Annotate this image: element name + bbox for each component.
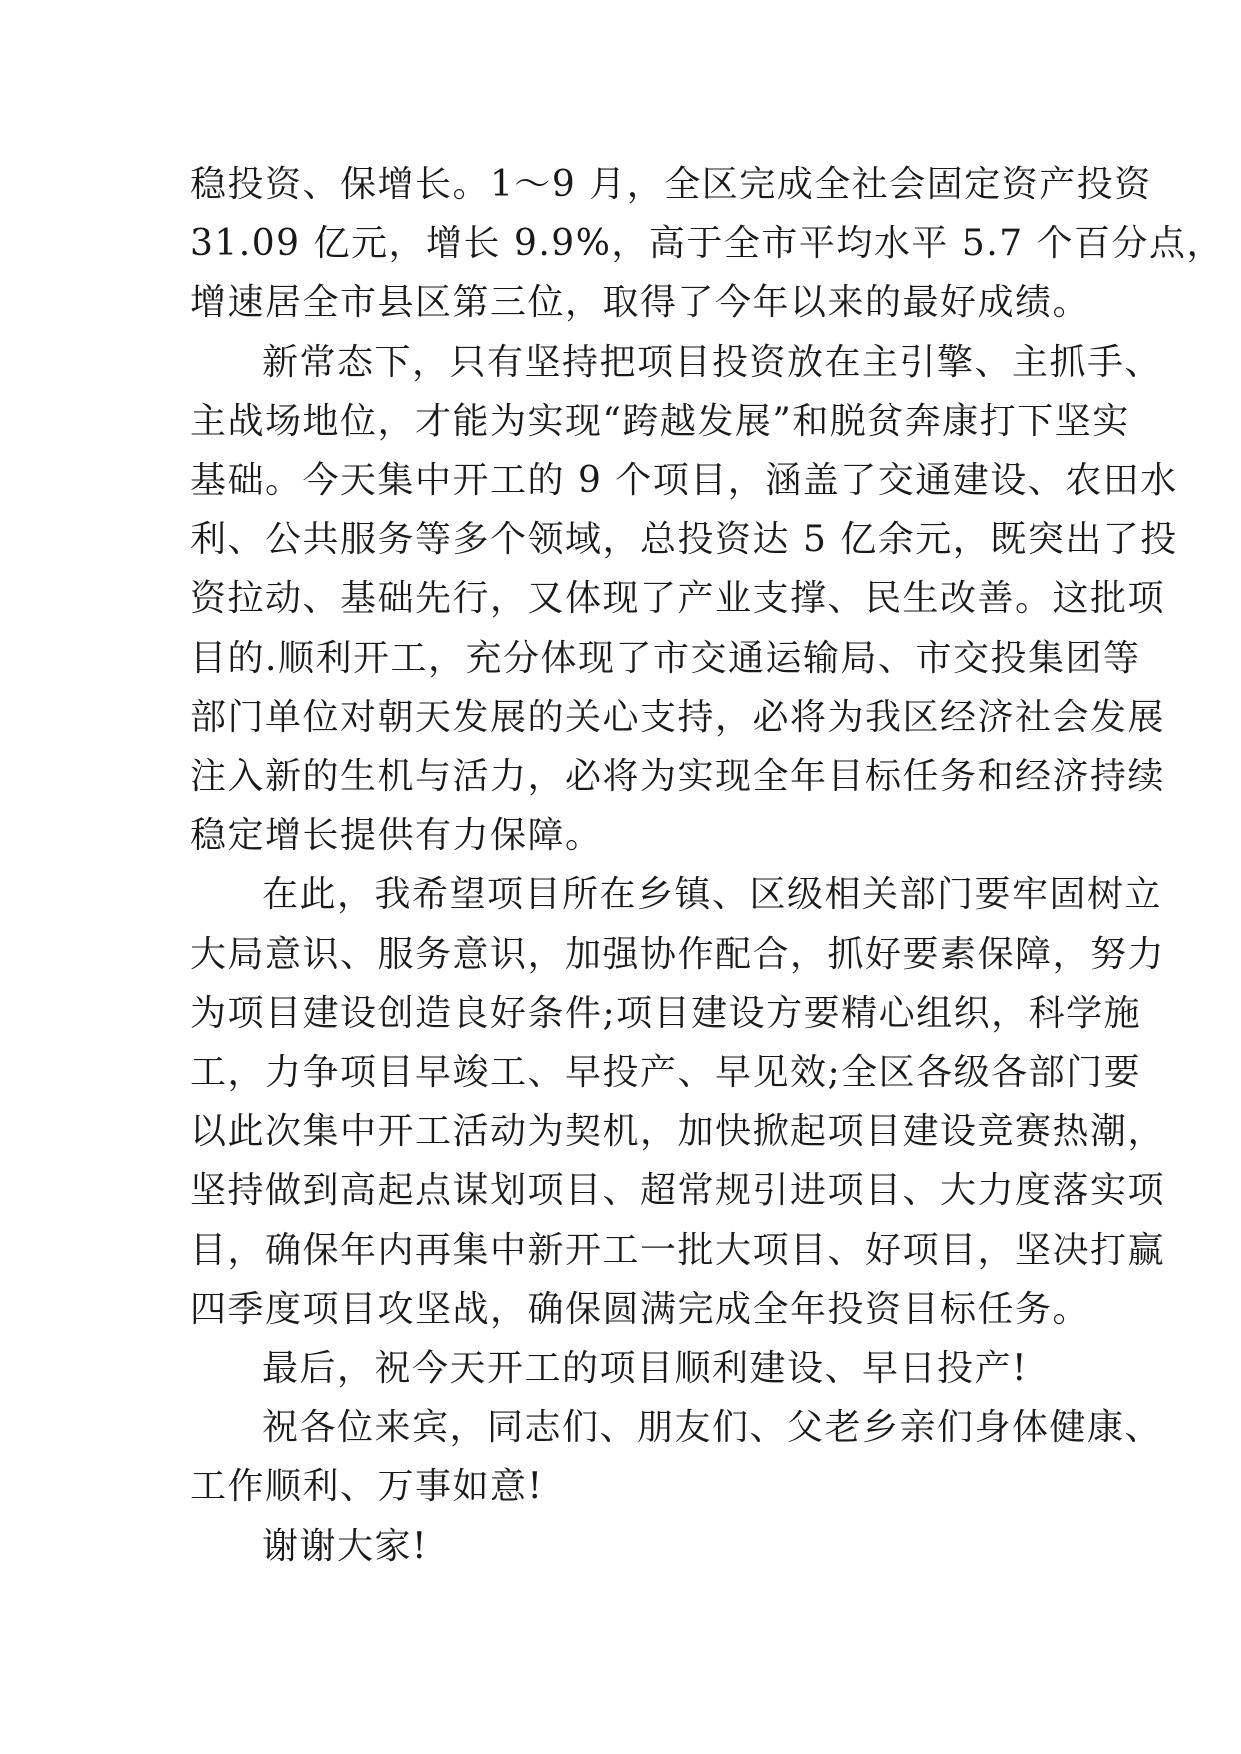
text-line: 目，确保年内再集中新开工一批大项目、好项目，坚决打赢 (190, 1229, 1166, 1271)
text-line: 四季度项目攻坚战，确保圆满完成全年投资目标任务。 (190, 1288, 1091, 1330)
text-line: 利、公共服务等多个领域，总投资达 5 亿余元，既突出了投 (190, 519, 1178, 561)
text-line: 主战场地位，才能为实现“跨越发展”和脱贫奔康打下坚实 (190, 400, 1130, 442)
text-line: 31.09 亿元，增长 9.9%，高于全市平均水平 5.7 个百分点， (190, 223, 1225, 265)
text-line: 部门单位对朝天发展的关心支持，必将为我区经济社会发展 (190, 696, 1166, 738)
paragraph-thanks (190, 1517, 1060, 1576)
text-line: 目的.顺利开工，充分体现了市交通运输局、市交投集团等 (190, 637, 1141, 679)
text-line: 大局意识、服务意识，加强协作配合，抓好要素保障，努力 (190, 933, 1166, 975)
text-line: 稳定增长提供有力保障。 (190, 815, 603, 857)
text-line: 谢谢大家! (262, 1525, 428, 1567)
text-line: 工作顺利、万事如意! (190, 1466, 544, 1508)
text-line: 稳投资、保增长。1～9 月，全区完成全社会固定资产投资 (190, 164, 1152, 205)
text-line: 新常态下，只有坚持把项目投资放在主引擎、主抓手、 (262, 341, 1163, 383)
text-line: 工，力争项目早竣工、早投产、早见效;全区各级各部门要 (190, 1052, 1142, 1094)
text-line: 为项目建设创造良好条件;项目建设方要精心组织，科学施 (190, 992, 1142, 1034)
paragraph-hopes (190, 865, 1166, 1339)
text-line: 资拉动、基础先行，又体现了产业支撑、民生改善。这批项 (190, 578, 1166, 620)
text-line: 增速居全市县区第三位，取得了今年以来的最好成绩。 (190, 282, 1091, 324)
text-line: 以此次集中开工活动为契机，加快掀起项目建设竞赛热潮， (190, 1111, 1166, 1153)
text-line: 注入新的生机与活力，必将为实现全年目标任务和经济持续 (190, 756, 1166, 798)
text-line: 祝各位来宾，同志们、朋友们、父老乡亲们身体健康、 (262, 1407, 1163, 1449)
text-line: 基础。今天集中开工的 9 个项目，涵盖了交通建设、农田水 (190, 460, 1178, 502)
paragraph-finally (190, 1339, 1060, 1398)
paragraph-new-normal (190, 333, 1178, 866)
paragraph-investment-results (190, 155, 1225, 333)
text-line: 在此，我希望项目所在乡镇、区级相关部门要牢固树立 (262, 874, 1163, 916)
text-line: 最后，祝今天开工的项目顺利建设、早日投产! (262, 1348, 1028, 1390)
document-page (190, 155, 1225, 1576)
paragraph-wishes (190, 1398, 1163, 1516)
text-line: 坚持做到高起点谋划项目、超常规引进项目、大力度落实项 (190, 1170, 1166, 1212)
